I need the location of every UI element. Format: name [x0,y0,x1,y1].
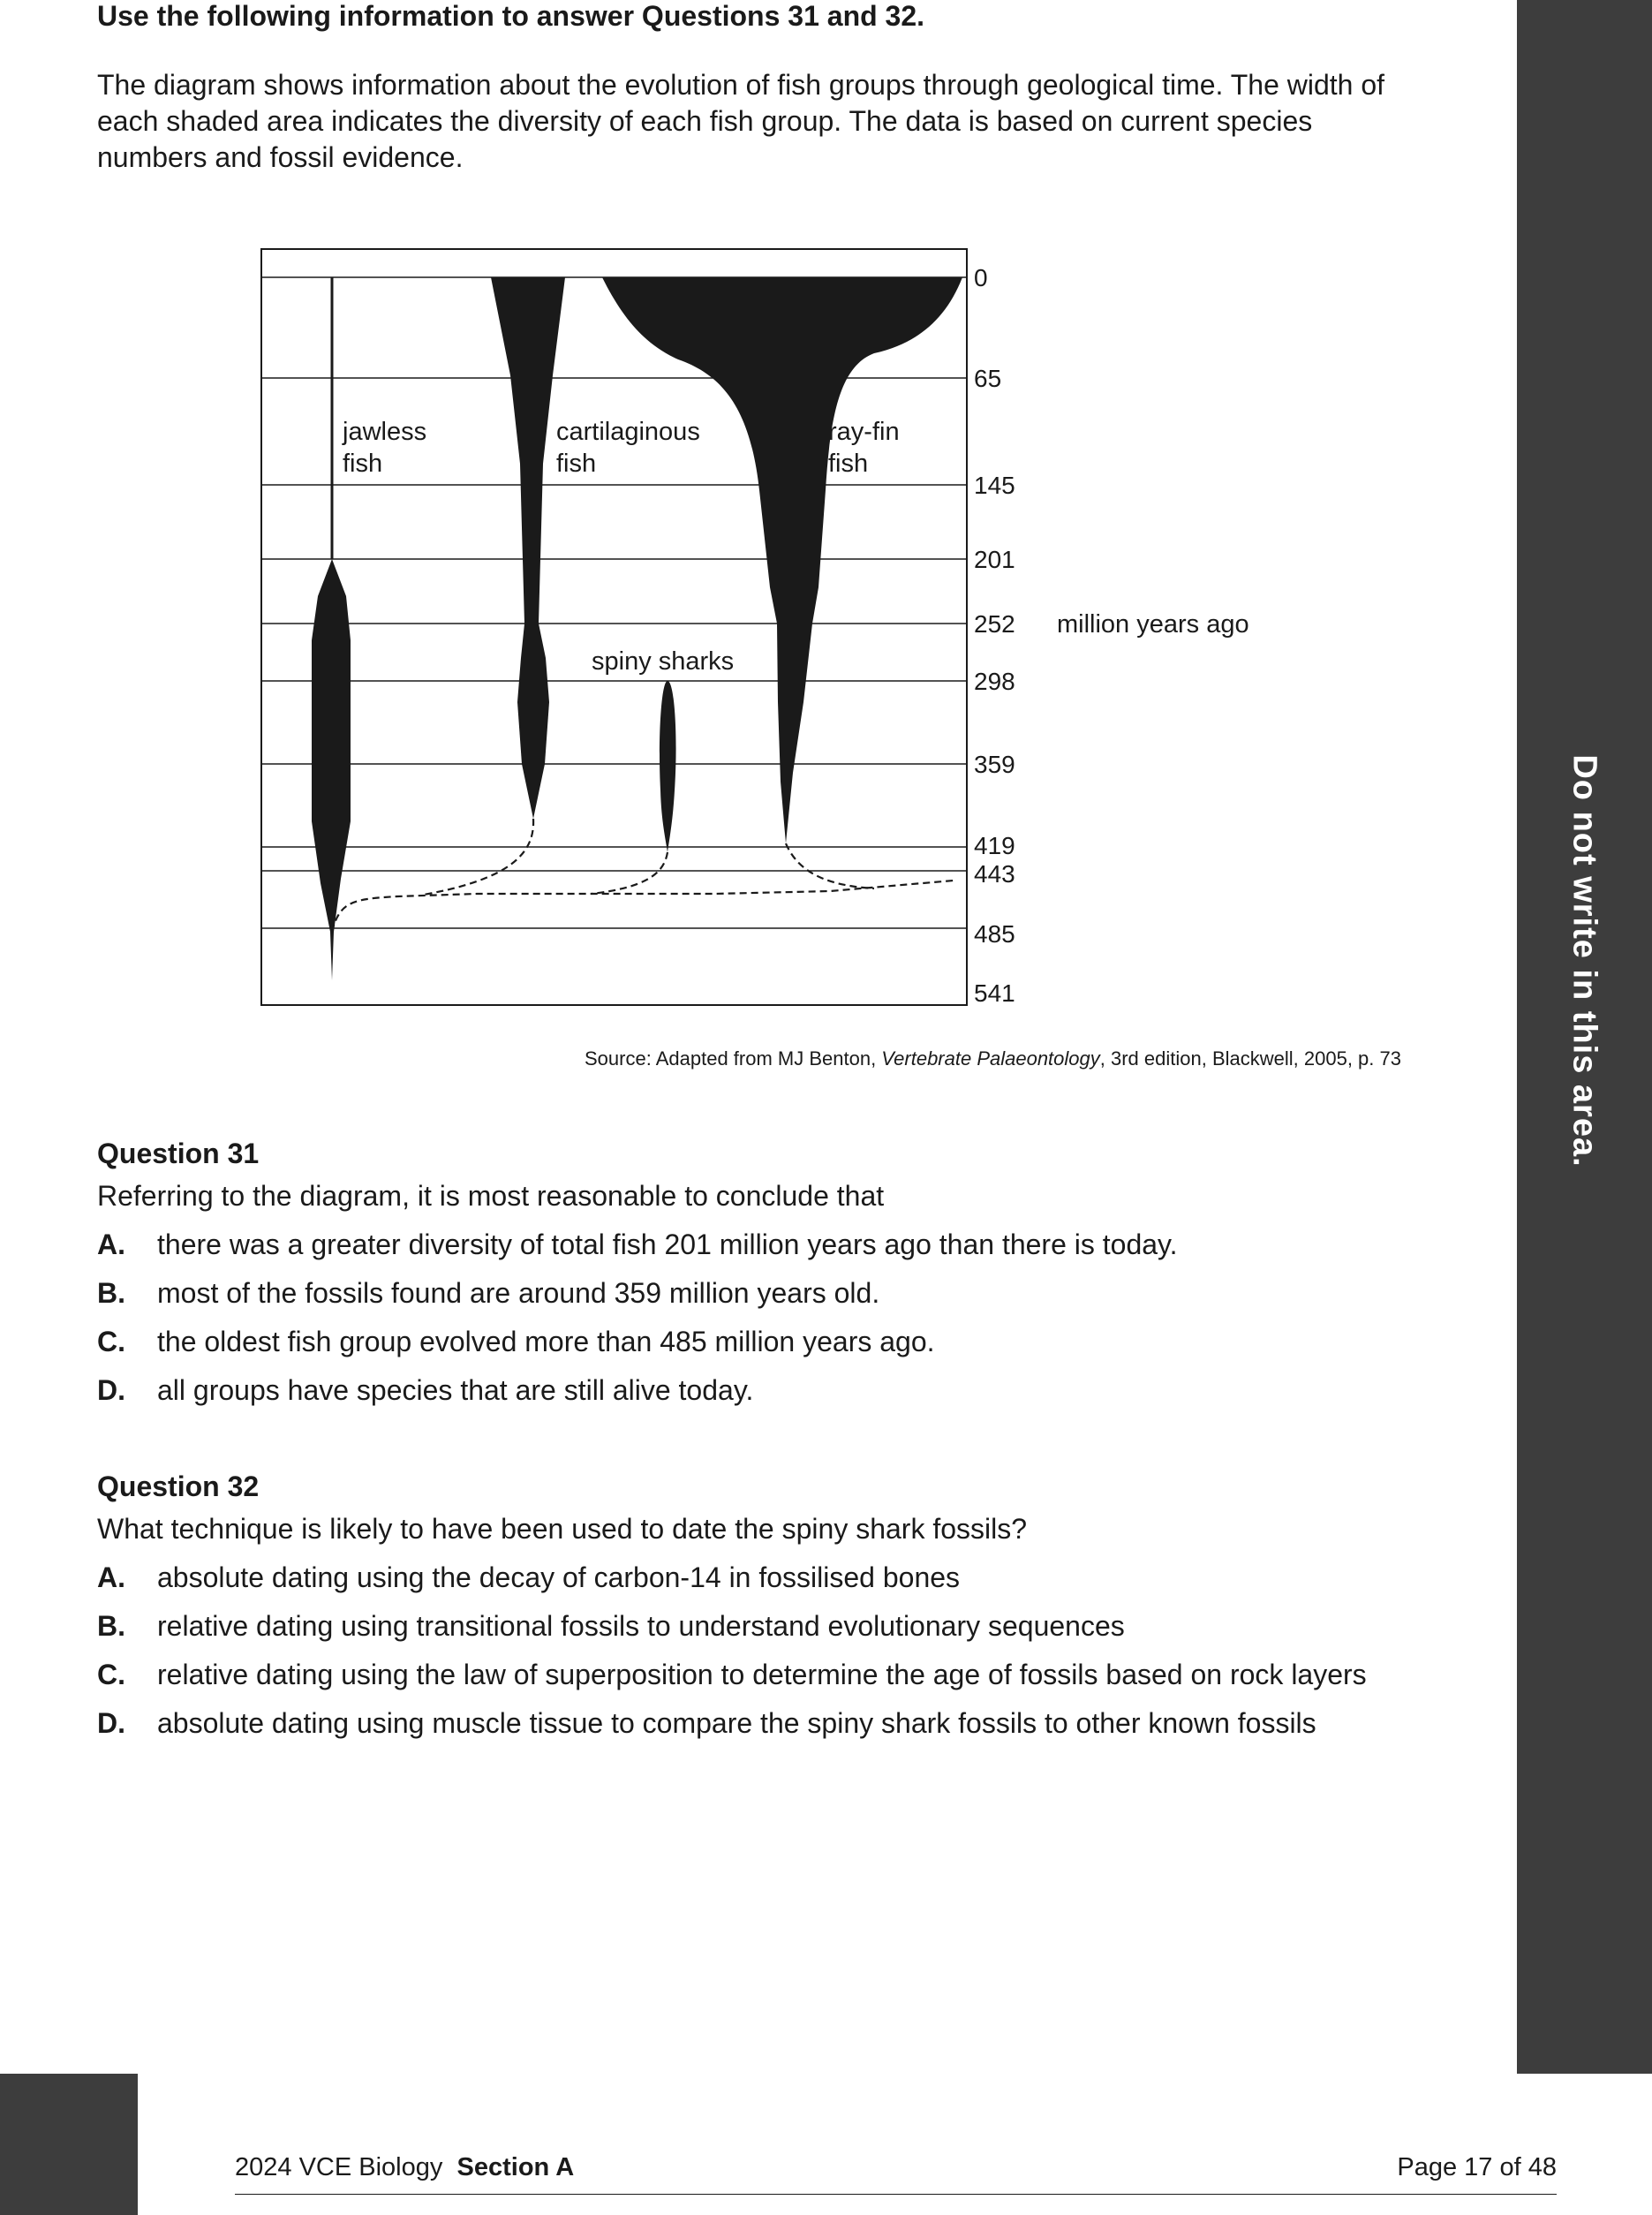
do-not-write-notice: Do not write in this area. [1565,754,1603,1168]
question-title: Question 32 [97,1470,260,1502]
question-31 [97,1136,1492,1408]
option-text: there was a greater diversity of total fish 201 million years ago than there is today. [157,1228,1178,1260]
tick-label: 252 [974,610,1015,638]
option-d[interactable] [97,1372,1492,1408]
footer-exam: 2024 VCE Biology [235,2153,443,2181]
ray-fin-fish-label-2: fish [828,450,869,478]
cartilaginous-fish-label: cartilaginous [556,418,700,446]
option-letter: D. [97,1374,125,1406]
option-text: absolute dating using muscle tissue to compare the spiny shark fossils to other known fossils [157,1707,1316,1739]
option-d[interactable] [97,1705,1492,1741]
option-b[interactable] [97,1608,1492,1644]
tick-label: 201 [974,546,1015,573]
intro-text: The diagram shows information about the evolution of fish groups through geological time. The width of each shaded area indicates the diversity of each fish group. The data is based on current species numbers and fossil evidence. [97,69,1385,173]
question-title: Question 31 [97,1138,260,1169]
option-text: all groups have species that are still alive today. [157,1374,754,1406]
footer-section: Section A [456,2153,575,2181]
option-letter: A. [97,1228,125,1260]
option-text: relative dating using transitional fossils to understand evolutionary sequences [157,1610,1125,1642]
option-a[interactable] [97,1560,1492,1595]
tick-label: 359 [974,751,1015,778]
tick-label: 145 [974,472,1015,499]
fish-evolution-diagram [256,243,1280,1011]
jawless-fish-label-2: fish [343,450,383,478]
page-number: Page 17 of 48 [1397,2153,1557,2181]
option-b[interactable] [97,1275,1492,1311]
axis-unit-label: million years ago [1057,610,1249,639]
jawless-fish-label: jawless [343,418,427,446]
tick-label: 0 [974,264,988,291]
question-stem: Referring to the diagram, it is most reasonable to conclude that [97,1180,885,1212]
diagram-frame [261,249,967,1005]
source-title: Vertebrate Palaeontology [881,1047,1100,1070]
option-text: relative dating using the law of superposition to determine the age of fossils based on rock layers [157,1659,1367,1690]
spiny-sharks-label: spiny sharks [592,647,735,676]
tick-label: 419 [974,832,1015,859]
intro-heading: Use the following information to answer Questions 31 and 32. [97,0,925,32]
option-text: the oldest fish group evolved more than 485 million years ago. [157,1326,935,1357]
time-tick-labels [974,264,1015,1007]
source-suffix: , 3rd edition, Blackwell, 2005, p. 73 [1099,1047,1401,1070]
option-letter: B. [97,1277,125,1309]
question-stem: What technique is likely to have been used to date the spiny shark fossils? [97,1513,1028,1545]
question-32 [97,1469,1492,1741]
option-a[interactable] [97,1227,1492,1262]
tick-label: 443 [974,860,1015,888]
ray-fin-fish-label: ray-fin [828,418,900,446]
tick-label: 298 [974,668,1015,695]
footer-rule [235,2194,1557,2195]
corner-block [0,2074,138,2215]
option-text: absolute dating using the decay of carbon-14 in fossilised bones [157,1561,961,1593]
cartilaginous-fish-label-2: fish [556,450,597,478]
option-letter: C. [97,1659,125,1690]
option-c[interactable] [97,1324,1492,1359]
option-letter: D. [97,1707,125,1739]
option-letter: A. [97,1561,125,1593]
option-letter: B. [97,1610,125,1642]
option-text: most of the fossils found are around 359 million years old. [157,1277,880,1309]
source-prefix: Source: Adapted from MJ Benton, [585,1047,882,1070]
tick-label: 65 [974,365,1002,392]
option-c[interactable] [97,1657,1492,1692]
option-letter: C. [97,1326,125,1357]
figure-source [585,1047,1401,1070]
tick-label: 541 [974,979,1015,1007]
tick-label: 485 [974,920,1015,948]
footer-exam-title [235,2152,574,2182]
